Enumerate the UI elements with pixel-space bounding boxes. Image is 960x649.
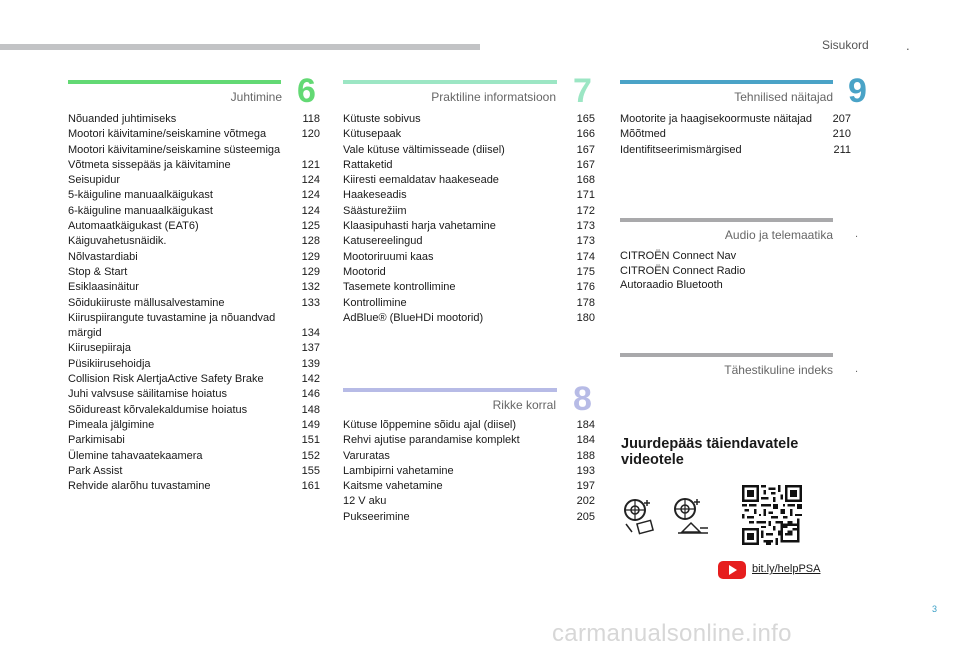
toc-label: Lambipirni vahetamine — [343, 464, 454, 477]
audio-item[interactable]: Autoraadio Bluetooth — [620, 279, 723, 291]
toc-item[interactable] — [343, 219, 595, 234]
toc-label: Kiiresti eemaldatav haakeseade — [343, 174, 499, 187]
toc-item[interactable] — [68, 188, 320, 203]
toc-label: Nõuanded juhtimiseks — [68, 113, 177, 125]
toc-page: 172 — [576, 204, 595, 217]
toc-item[interactable] — [343, 265, 595, 280]
toc-item[interactable] — [68, 387, 320, 402]
toc-page: 184 — [576, 419, 595, 431]
toc-page: 174 — [576, 250, 595, 263]
toc-item[interactable] — [68, 234, 320, 249]
toc-item[interactable] — [68, 296, 320, 311]
toc-label: Juhi valvsuse säilitamise hoiatus — [68, 388, 227, 401]
video-heading: Juurdepääs täiendavatele videotele — [621, 436, 799, 468]
toc-label: Kütusepaak — [343, 128, 402, 141]
toc-label: Rehvi ajutise parandamise komplekt — [343, 434, 520, 447]
toc-page: 129 — [301, 265, 320, 278]
toc-label: Identifitseerimismärgised — [620, 143, 742, 156]
toc-label: Katusereelingud — [343, 235, 423, 248]
toc-item[interactable] — [68, 204, 320, 219]
toc-label: Kütuste sobivus — [343, 113, 421, 125]
section-juhtimine — [68, 72, 324, 500]
toc-item[interactable] — [343, 173, 595, 188]
toc-item[interactable] — [68, 173, 320, 188]
header-bar — [0, 44, 480, 50]
section-title[interactable]: Tähestikuline indeks — [724, 363, 833, 377]
toc-label: 12 V aku — [343, 495, 387, 508]
toc-list — [343, 112, 595, 326]
watermark: carmanualsonline.info — [552, 620, 792, 647]
toc-page: 149 — [301, 418, 320, 431]
toc-item[interactable] — [343, 296, 595, 311]
section-dot: . — [855, 228, 859, 240]
section-tehnilised-naitajad — [620, 72, 876, 170]
section-praktiline-informatsioon — [343, 72, 599, 340]
toc-item[interactable] — [343, 510, 595, 525]
toc-page: 197 — [576, 480, 595, 493]
section-title: Audio ja telemaatika — [724, 228, 833, 242]
toc-label: Kütuse lõppemine sõidu ajal (diisel) — [343, 419, 517, 431]
toc-page: 207 — [832, 113, 851, 125]
toc-page: 178 — [576, 296, 595, 309]
toc-item[interactable] — [68, 280, 320, 295]
toc-label: Mootoriruumi kaas — [343, 250, 434, 263]
section-title: Juhtimine — [230, 90, 282, 104]
toc-page: 210 — [832, 128, 851, 141]
section-bar — [620, 80, 833, 84]
toc-label: Parkimisabi — [68, 434, 125, 447]
toc-item[interactable] — [343, 418, 595, 433]
toc-item[interactable] — [68, 219, 320, 234]
toc-page: 193 — [576, 464, 595, 477]
toc-label: AdBlue® (BlueHDi mootorid) — [343, 311, 484, 324]
toc-item[interactable] — [343, 188, 595, 203]
toc-label: Kontrollimine — [343, 296, 407, 309]
toc-item[interactable] — [343, 449, 595, 464]
toc-page: 134 — [301, 327, 320, 340]
toc-page: 151 — [301, 434, 320, 447]
toc-page: 165 — [576, 113, 595, 125]
help-link[interactable]: bit.ly/helpPSA — [752, 563, 821, 575]
toc-page: 124 — [301, 174, 320, 187]
toc-label: Mootori käivitamine/seiskamine süsteemiga Võtmeta sissepääs ja käivitamine — [68, 143, 281, 171]
toc-label: Esiklaasinäitur — [68, 281, 139, 294]
toc-item[interactable] — [68, 418, 320, 433]
toc-page: 173 — [576, 235, 595, 248]
toc-item[interactable] — [68, 311, 320, 342]
toc-item[interactable] — [68, 357, 320, 372]
toc-item[interactable] — [343, 494, 595, 509]
section-tahestikuline-indeks — [620, 353, 876, 383]
toc-label: Pimeala jälgimine — [68, 418, 155, 431]
toc-label: 6-käiguline manuaalkäigukast — [68, 204, 213, 217]
toc-page: 121 — [301, 158, 320, 171]
toc-label: Kiirusepiiraja — [68, 342, 131, 355]
audio-item[interactable]: CITROËN Connect Radio — [620, 264, 746, 277]
toc-page: 120 — [301, 128, 320, 141]
toc-item[interactable] — [343, 158, 595, 173]
toc-list — [343, 418, 595, 525]
toc-label: Automaatkäigukast (EAT6) — [68, 220, 199, 233]
toc-label: Püsikiirusehoidja — [68, 357, 151, 370]
audio-item[interactable]: CITROËN Connect Nav — [620, 250, 737, 262]
toc-item[interactable] — [620, 112, 851, 127]
toc-label: Mootorite ja haagisekoormuste näitajad — [620, 113, 813, 125]
toc-item[interactable] — [68, 372, 320, 387]
section-bar — [68, 80, 281, 84]
section-number: 6 — [297, 72, 316, 110]
toc-label: Park Assist — [68, 464, 123, 477]
toc-item[interactable] — [68, 403, 320, 418]
toc-page: 184 — [576, 434, 595, 447]
toc-label: Säästurežiim — [343, 204, 407, 217]
toc-label: Sõidureast kõrvalekaldumise hoiatus — [68, 403, 248, 416]
toc-label: Nõlvastardiabi — [68, 250, 138, 263]
toc-item[interactable] — [343, 464, 595, 479]
toc-label: Ülemine tahavaatekaamera — [68, 449, 203, 462]
section-bar — [620, 353, 833, 357]
section-audio-telemaatika — [620, 218, 876, 298]
toc-page: 180 — [576, 311, 595, 324]
toc-item[interactable] — [343, 433, 595, 448]
toc-item[interactable] — [68, 265, 320, 280]
toc-item[interactable] — [343, 234, 595, 249]
toc-page: 129 — [301, 250, 320, 263]
audio-list — [620, 249, 745, 293]
toc-item[interactable] — [68, 127, 320, 142]
toc-label: Haakeseadis — [343, 189, 407, 202]
toc-page: 124 — [301, 189, 320, 202]
toc-list — [68, 112, 320, 494]
toc-list — [620, 112, 851, 158]
section-bar — [343, 80, 557, 84]
toc-page: 118 — [302, 113, 320, 125]
toc-label: Sõidukiiruste mällusalvestamine — [68, 296, 225, 309]
toc-item[interactable] — [343, 280, 595, 295]
spare-wheel-jack-icon — [672, 496, 712, 536]
section-number: 7 — [573, 72, 592, 110]
toc-label: Käiguvahetusnäidik. — [68, 235, 167, 248]
toc-page: 148 — [301, 403, 320, 416]
toc-item[interactable] — [68, 449, 320, 464]
toc-page: 173 — [576, 220, 595, 233]
toc-item[interactable] — [620, 143, 851, 158]
toc-label: Klaasipuhasti harja vahetamine — [343, 220, 496, 233]
toc-page: 167 — [576, 143, 595, 156]
toc-label: Pukseerimine — [343, 510, 410, 523]
section-title: Praktiline informatsioon — [431, 90, 556, 104]
toc-page: 139 — [301, 357, 320, 370]
toc-page: 166 — [576, 128, 595, 141]
toc-label: Varuratas — [343, 449, 390, 462]
section-number: 8 — [573, 380, 592, 418]
toc-page: 205 — [576, 510, 595, 523]
toc-label: Rattaketid — [343, 158, 393, 171]
toc-item[interactable] — [343, 112, 595, 127]
toc-item[interactable] — [343, 127, 595, 142]
toc-label: Kiiruspiirangute tuvastamine ja nõuandvad märgid — [68, 311, 276, 340]
tyre-repair-kit-icon — [622, 496, 658, 536]
toc-label: Mõõtmed — [620, 128, 666, 141]
toc-page: 132 — [301, 281, 320, 294]
section-bar — [343, 388, 557, 392]
toc-page: 128 — [301, 235, 320, 248]
section-bar — [620, 218, 833, 222]
page-title: Sisukord — [822, 38, 869, 52]
qr-code — [742, 485, 802, 545]
header-dot: . — [906, 38, 910, 53]
toc-label: 5-käiguline manuaalkäigukast — [68, 189, 213, 202]
toc-label: Mootori käivitamine/seiskamine võtmega — [68, 128, 267, 141]
section-title: Tehnilised näitajad — [734, 90, 833, 104]
toc-item[interactable] — [620, 127, 851, 142]
toc-page: 155 — [301, 464, 320, 477]
toc-page: 188 — [576, 449, 595, 462]
toc-label: Kaitsme vahetamine — [343, 480, 443, 493]
toc-label: Mootorid — [343, 265, 386, 278]
toc-page: 211 — [833, 143, 851, 156]
toc-page: 175 — [576, 265, 595, 278]
toc-item[interactable] — [343, 204, 595, 219]
section-dot: . — [855, 363, 859, 375]
toc-page: 142 — [301, 373, 320, 386]
toc-label: Rehvide alarõhu tuvastamine — [68, 480, 211, 493]
toc-item[interactable] — [68, 112, 320, 127]
toc-page: 167 — [576, 158, 595, 171]
toc-label: Collision Risk AlertjaActive Safety Brake — [68, 373, 264, 386]
toc-item[interactable] — [68, 143, 320, 174]
section-title: Rikke korral — [492, 398, 556, 412]
toc-item[interactable] — [68, 464, 320, 479]
section-rikke-korral — [343, 380, 599, 528]
toc-page: 146 — [301, 388, 320, 401]
toc-page: 152 — [301, 449, 320, 462]
toc-item[interactable] — [68, 433, 320, 448]
toc-item[interactable] — [343, 479, 595, 494]
toc-item[interactable] — [343, 143, 595, 158]
toc-label: Tasemete kontrollimine — [343, 281, 456, 294]
toc-label: Vale kütuse vältimisseade (diisel) — [343, 143, 505, 156]
toc-label: Seisupidur — [68, 174, 120, 187]
toc-page: 168 — [576, 174, 595, 187]
toc-label: Stop & Start — [68, 265, 128, 278]
toc-page: 133 — [301, 296, 320, 309]
toc-page: 125 — [301, 220, 320, 233]
toc-item[interactable] — [343, 311, 595, 326]
toc-item[interactable] — [68, 250, 320, 265]
youtube-icon[interactable] — [718, 561, 746, 579]
toc-page: 171 — [576, 189, 595, 202]
toc-item[interactable] — [68, 341, 320, 356]
toc-page: 161 — [301, 480, 320, 493]
page-number: 3 — [932, 604, 938, 614]
toc-item[interactable] — [68, 479, 320, 494]
section-number: 9 — [848, 72, 867, 110]
toc-page: 137 — [301, 342, 320, 355]
toc-item[interactable] — [343, 250, 595, 265]
toc-page: 124 — [301, 204, 320, 217]
toc-page: 176 — [576, 281, 595, 294]
toc-page: 202 — [576, 495, 595, 508]
